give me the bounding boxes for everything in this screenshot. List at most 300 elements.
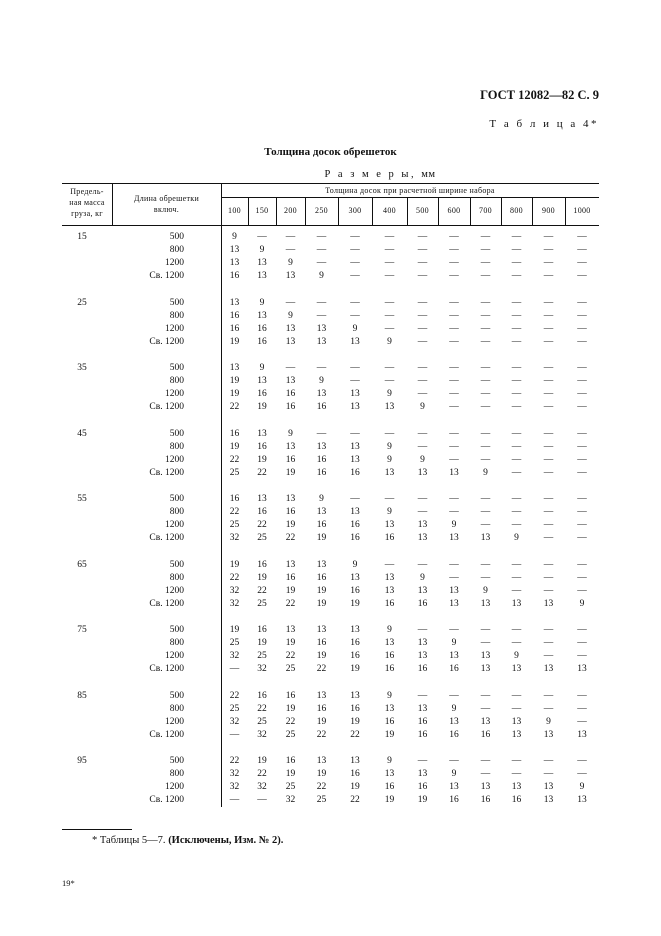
table-cell: — [480,638,491,649]
table-cell: — [316,428,327,439]
table-cell: 16 [384,651,395,662]
table-cell: — [384,232,395,242]
table-cell: — [480,703,491,714]
table-cell: 19 [384,795,395,806]
table-cell: 22 [350,795,360,806]
table-cell: — [511,389,522,400]
table-cell: 16 [350,585,360,596]
table-cell: 19 [316,598,327,609]
table-cell: — [480,520,491,531]
table-cell: — [543,690,554,701]
table-cell: 25 [229,520,240,531]
table-cell: — [417,756,428,766]
table-cell: 16 [511,795,522,806]
table-cell: — [577,310,587,321]
table-cell: 9 [451,638,457,649]
table-cell: — [543,559,554,570]
table-cell: 13 [316,441,327,452]
table-cell: 16 [350,533,360,544]
table-cell: — [480,271,491,282]
table-cell: — [577,520,587,531]
table-cell: 9 [387,454,392,465]
table-cell: — [417,376,428,387]
table-cell: — [543,769,554,780]
table-cell: 16 [316,454,327,465]
table-cell: — [350,258,360,269]
table-cell: — [449,625,459,635]
length-value: 1200 [165,454,184,465]
table-cell: — [449,559,459,570]
table-cell: 22 [316,729,327,740]
col-divider [372,197,373,225]
table-cell: — [480,402,491,413]
table-cell: — [257,795,267,806]
table-cell: 9 [259,245,265,256]
table-cell: — [449,428,459,439]
length-value: 800 [169,703,184,714]
table-cell: 22 [229,572,240,583]
length-value: 500 [169,625,184,635]
table-cell: 19 [316,716,327,727]
table-cell: 16 [384,598,395,609]
table-cell: — [543,389,554,400]
table-cell: 16 [480,729,491,740]
table-cell: — [350,245,360,256]
length-value: Св. 1200 [149,598,184,609]
table-cell: — [511,376,522,387]
group-header-rule [221,197,599,198]
table-cell: 19 [350,716,360,727]
table-cell: 16 [384,782,395,793]
table-cell: 25 [257,533,267,544]
table-cell: — [511,494,522,504]
table-cell: — [511,428,522,439]
table-cell: — [417,258,428,269]
table-cell: — [480,376,491,387]
length-value: 1200 [165,782,184,793]
table-cell: 13 [449,585,459,596]
table-cell: 16 [257,389,267,400]
table-cell: 19 [229,441,240,452]
length-value: 500 [169,297,184,308]
table-cell: 13 [417,585,428,596]
table-cell: — [543,297,554,308]
table-cell: — [543,363,554,373]
table-cell: — [480,572,491,583]
table-cell: 16 [350,769,360,780]
table-cell: — [511,336,522,347]
table-cell: 13 [316,690,327,701]
table-cell: 13 [257,271,267,282]
table-cell: 9 [387,441,392,452]
table-cell: 13 [316,559,327,570]
table-cell: 9 [387,336,392,347]
length-value: Св. 1200 [149,402,184,413]
table-cell: 19 [285,585,296,596]
length-value: 1200 [165,323,184,334]
length-value: 800 [169,245,184,256]
table-cell: 16 [229,310,240,321]
mass-value: 65 [77,559,87,570]
length-value: 1200 [165,651,184,662]
table-cell: 9 [319,271,324,282]
table-cell: 13 [577,664,587,675]
table-cell: 16 [316,703,327,714]
table-cell: 16 [229,271,240,282]
table-cell: — [511,703,522,714]
length-value: 800 [169,441,184,452]
table-cell: 19 [316,585,327,596]
table-cell: — [511,310,522,321]
table-cell: — [480,389,491,400]
table-cell: — [543,441,554,452]
table-cell: — [449,389,459,400]
col-divider [438,197,439,225]
col-divider [305,197,306,225]
table-cell: 19 [285,703,296,714]
table-cell: — [511,363,522,373]
table-cell: 25 [285,664,296,675]
table-cell: — [480,428,491,439]
table-cell: — [543,494,554,504]
table-cell: — [480,494,491,504]
table-cell: 25 [316,795,327,806]
table-cell: 13 [350,402,360,413]
table-cell: — [577,297,587,308]
length-value: 500 [169,494,184,504]
table-cell: 9 [387,690,392,701]
table-cell: — [480,258,491,269]
table-cell: 16 [285,507,296,518]
table-cell: 22 [257,585,267,596]
table-cell: 13 [480,782,491,793]
length-value: 1200 [165,520,184,531]
table-cell: 9 [387,507,392,518]
table-cell: — [449,402,459,413]
length-value: Св. 1200 [149,795,184,806]
table-cell: 13 [257,428,267,439]
table-cell: 16 [285,402,296,413]
footnote-divider [62,829,132,830]
table-cell: — [543,625,554,635]
table-cell: 25 [257,598,267,609]
table-cell: 13 [229,363,240,373]
table-cell: — [577,638,587,649]
length-value: Св. 1200 [149,664,184,675]
table-cell: — [511,585,522,596]
col-width-header: 800 [510,206,523,215]
table-cell: — [384,363,395,373]
table-cell: — [449,310,459,321]
table-cell: 13 [417,638,428,649]
table-cell: — [417,428,428,439]
table-cell: 9 [387,756,392,766]
table-cell: 19 [257,756,267,766]
table-cell: — [511,323,522,334]
table-cell: 19 [384,729,395,740]
table-cell: — [543,310,554,321]
table-cell: 16 [285,389,296,400]
table-cell: 9 [514,651,519,662]
table-cell: 16 [449,664,459,675]
length-value: 500 [169,559,184,570]
table-cell: — [543,376,554,387]
table-cell: — [316,232,327,242]
table-cell: 13 [350,454,360,465]
table-cell: 9 [420,402,425,413]
table-cell: 13 [417,467,428,478]
col-width-header: 250 [315,206,328,215]
table-cell: 22 [229,690,240,701]
table-cell: 32 [229,716,240,727]
table-cell: — [285,297,296,308]
table-cell: — [417,441,428,452]
table-cell: 19 [285,467,296,478]
table-cell: 13 [449,651,459,662]
table-cell: — [480,310,491,321]
table-cell: 9 [288,310,293,321]
table-cell: — [511,402,522,413]
table-cell: — [480,769,491,780]
table-cell: 13 [511,729,522,740]
table-cell: 13 [316,336,327,347]
table-top-rule [62,183,599,184]
table-cell: 32 [229,598,240,609]
table-cell: — [350,271,360,282]
table-cell: — [350,494,360,504]
table-cell: — [449,756,459,766]
table-cell: — [543,245,554,256]
table-number: Т а б л и ц а 4* [489,118,599,130]
table-cell: 22 [285,533,296,544]
table-cell: 13 [449,467,459,478]
length-value: 1200 [165,585,184,596]
table-cell: 13 [480,716,491,727]
table-cell: 13 [350,389,360,400]
table-cell: — [449,690,459,701]
table-cell: 16 [257,507,267,518]
table-cell: 13 [285,336,296,347]
table-cell: 32 [229,651,240,662]
length-value: Св. 1200 [149,533,184,544]
table-cell: — [316,245,327,256]
table-cell: — [417,297,428,308]
table-cell: — [577,533,587,544]
table-cell: 22 [257,467,267,478]
length-value: Св. 1200 [149,336,184,347]
table-cell: — [384,310,395,321]
table-cell: 9 [387,389,392,400]
table-cell: — [350,428,360,439]
table-cell: 25 [285,729,296,740]
table-cell: 16 [229,323,240,334]
table-cell: 16 [257,336,267,347]
table-cell: — [511,572,522,583]
mass-value: 75 [77,625,87,635]
table-cell: 25 [229,703,240,714]
table-cell: — [543,402,554,413]
table-cell: — [543,454,554,465]
mass-value: 85 [77,690,87,701]
table-cell: 19 [229,389,240,400]
length-value: 800 [169,638,184,649]
table-cell: 9 [319,494,324,504]
table-cell: — [384,245,395,256]
table-cell: 13 [543,664,554,675]
table-cell: — [511,232,522,242]
table-cell: — [577,258,587,269]
table-cell: 13 [257,310,267,321]
col-length-header: Длина обрешетки включ. [133,194,200,214]
table-cell: 13 [350,625,360,635]
table-cell: — [285,245,296,256]
table-cell: 13 [257,258,267,269]
table-cell: 16 [229,428,240,439]
table-cell: 16 [417,664,428,675]
table-cell: — [417,625,428,635]
table-cell: 16 [350,703,360,714]
table-cell: 16 [417,782,428,793]
table-cell: — [350,310,360,321]
units-caption [250,169,510,180]
table-cell: — [417,690,428,701]
table-cell: 9 [514,533,519,544]
length-value: 800 [169,310,184,321]
length-value: 500 [169,363,184,373]
table-cell: 19 [257,572,267,583]
table-cell: 9 [319,376,324,387]
table-cell: — [384,271,395,282]
table-cell: 13 [285,441,296,452]
table-cell: 25 [285,782,296,793]
table-cell: 13 [350,441,360,452]
table-cell: 13 [417,651,428,662]
table-cell: 9 [259,297,265,308]
table-cell: — [417,245,428,256]
table-cell: 16 [285,756,296,766]
table-cell: — [577,454,587,465]
table-cell: 13 [449,782,459,793]
table-cell: — [480,232,491,242]
table-cell: — [577,769,587,780]
table-cell: 22 [316,664,327,675]
table-cell: 13 [577,795,587,806]
table-cell: 13 [543,598,554,609]
footnote-text: * Таблицы 5—7. [92,835,166,846]
table-cell: 9 [420,454,425,465]
table-cell: 16 [350,651,360,662]
table-cell: — [543,533,554,544]
table-cell: — [449,507,459,518]
table-cell: 13 [285,376,296,387]
table-cell: 22 [316,782,327,793]
table-cell: — [350,376,360,387]
table-cell: — [384,428,395,439]
table-cell: 19 [350,598,360,609]
table-cell: 13 [229,245,240,256]
mass-value: 45 [77,428,87,439]
table-cell: 13 [257,494,267,504]
table-cell: 9 [483,585,488,596]
page-mark: 19* [62,878,75,888]
table-cell: — [577,271,587,282]
table-cell: 16 [257,323,267,334]
table-cell: 22 [350,729,360,740]
table-cell: 13 [316,625,327,635]
table-cell: — [449,494,459,504]
table-cell: — [577,441,587,452]
table-cell: — [543,428,554,439]
table-cell: 19 [257,402,267,413]
table-cell: — [511,690,522,701]
table-cell: 13 [449,598,459,609]
table-cell: 9 [352,559,358,570]
table-cell: — [511,454,522,465]
table-title: Толщина досок обрешеток [264,146,397,158]
table-cell: — [577,690,587,701]
table-cell: 19 [229,376,240,387]
table-cell: 9 [483,467,488,478]
table-cell: 22 [257,769,267,780]
col-width-header: 500 [416,206,429,215]
table-cell: 13 [285,494,296,504]
table-cell: — [577,703,587,714]
table-cell: 13 [285,559,296,570]
table-cell: 13 [350,756,360,766]
table-cell: 19 [316,769,327,780]
table-cell: — [449,245,459,256]
table-cell: 13 [417,703,428,714]
table-cell: — [511,271,522,282]
table-cell: 32 [229,585,240,596]
table-cell: — [316,310,327,321]
table-cell: 22 [229,756,240,766]
table-cell: 16 [316,638,327,649]
table-cell: — [257,232,267,242]
table-cell: 22 [229,454,240,465]
table-cell: 22 [257,703,267,714]
table-cell: 13 [449,716,459,727]
col-divider [532,197,533,225]
col-width-header: 900 [542,206,555,215]
table-cell: — [417,507,428,518]
length-value: 500 [169,690,184,701]
table-cell: 32 [257,664,267,675]
table-cell: 13 [316,756,327,766]
table-cell: 13 [417,769,428,780]
table-cell: — [417,336,428,347]
table-cell: 16 [384,664,395,675]
table-cell: — [577,625,587,635]
table-cell: — [285,363,296,373]
table-cell: — [417,559,428,570]
table-cell: 13 [384,703,395,714]
table-cell: 9 [451,703,457,714]
table-cell: — [417,271,428,282]
table-cell: 22 [229,507,240,518]
table-cell: 16 [316,572,327,583]
mass-value: 35 [77,363,87,373]
table-cell: 16 [285,690,296,701]
table-cell: — [350,297,360,308]
length-value: 500 [169,232,184,242]
table-cell: — [285,232,296,242]
table-cell: 13 [480,598,491,609]
table-cell: 32 [285,795,296,806]
table-cell: — [229,795,240,806]
table-cell: — [449,323,459,334]
table-cell: — [449,336,459,347]
